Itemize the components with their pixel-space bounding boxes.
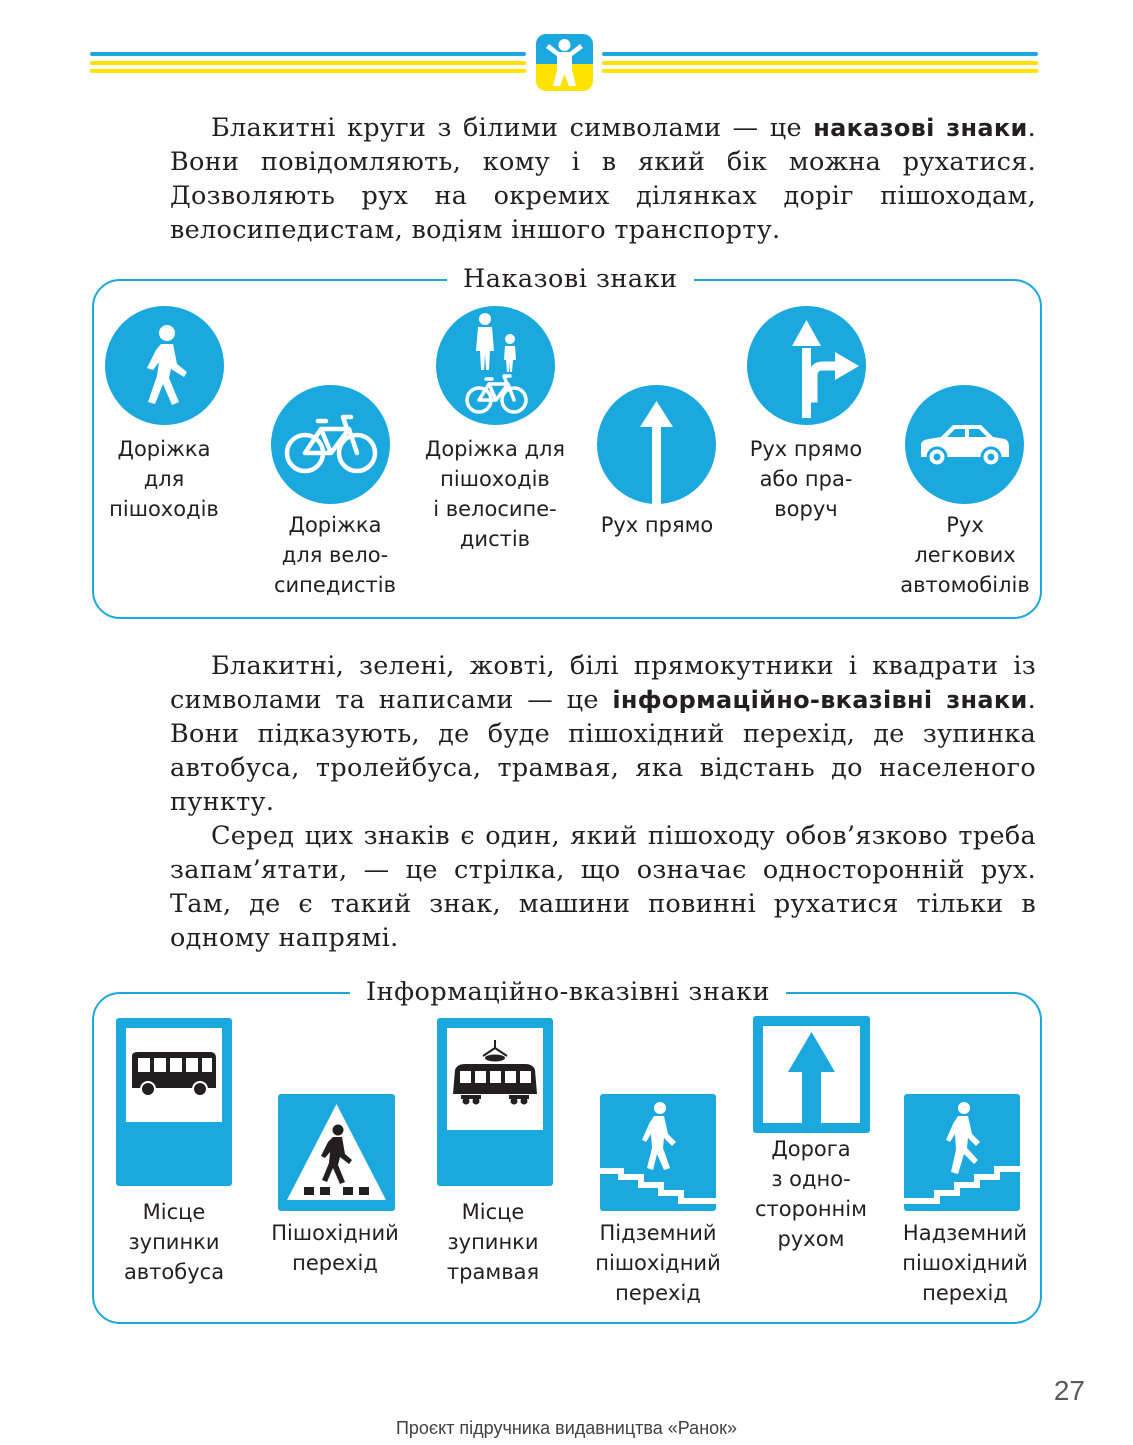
- intro-bold-term: наказові знаки: [813, 114, 1028, 142]
- bicycle-icon: [271, 385, 390, 504]
- sign-straight-only-caption: Рух прямо: [600, 513, 714, 537]
- sign-pedestrian-path: [105, 306, 224, 429]
- header-stripe-yellow-left-2: [90, 69, 526, 73]
- bus-icon: [116, 1018, 232, 1186]
- sign-bicycle-path-caption: Доріжка для вело- сипедистів: [273, 513, 396, 597]
- sign-straight-or-right-caption: Рух прямо або пра- воруч: [749, 437, 863, 521]
- sign-underground-crossing-caption: Підземний пішохідний перехід: [595, 1221, 721, 1305]
- sign-bicycle-path: [271, 385, 390, 508]
- footer-text: Проєкт підручника видавництва «Ранок»: [395, 1418, 738, 1438]
- sign-passenger-cars: [905, 385, 1024, 508]
- pedestrian-icon: [105, 306, 224, 425]
- one-way-arrow-icon: [753, 1016, 870, 1133]
- arrow-straight-or-right-icon: [747, 306, 866, 425]
- info-bold-term: інформаційно-вказівні знаки: [612, 686, 1028, 714]
- intro-text-before: Блакитні круги з білими символами — це: [211, 113, 814, 143]
- sign-bus-stop-caption: Місце зупинки автобуса: [123, 1200, 225, 1284]
- tram-icon: [437, 1018, 553, 1186]
- sign-tram-stop: [437, 1018, 553, 1190]
- underground-crossing-icon: [600, 1094, 716, 1211]
- sign-pedestrian-bicycle-path-caption: Доріжка для пішоходів і велосипе- дистів: [424, 437, 566, 551]
- sign-passenger-cars-caption: Рух легкових автомобілів: [900, 513, 1030, 597]
- sign-one-way-road: [753, 1016, 870, 1137]
- sign-overhead-crossing: [904, 1094, 1020, 1215]
- info-signs-title: Інформаційно-вказівні знаки: [350, 977, 786, 1007]
- sign-pedestrian-bicycle-path: [436, 306, 555, 429]
- page-number: 27: [1053, 1375, 1085, 1406]
- arrow-up-icon: [597, 385, 716, 504]
- sign-one-way-road-caption: Дорога з одно- стороннім рухом: [755, 1137, 867, 1251]
- car-icon: [905, 385, 1024, 504]
- info-paragraphs: [170, 649, 1036, 955]
- sign-pedestrian-crossing: [278, 1094, 395, 1215]
- sign-pedestrian-crossing-caption: Пішохідний перехід: [271, 1221, 399, 1275]
- overhead-crossing-icon: [904, 1094, 1020, 1211]
- sign-underground-crossing: [600, 1094, 716, 1215]
- info-text-after: . Вони підказують, де буде пішохідний перехід, де зупинка автобуса, тролейбуса, трамвая, яка відстань до населеного пункту.: [170, 685, 1036, 817]
- sign-bus-stop: [116, 1018, 232, 1190]
- header-stripe-yellow-right-2: [602, 69, 1038, 73]
- pedestrian-crossing-icon: [278, 1094, 395, 1211]
- sign-tram-stop-caption: Місце зупинки трамвая: [446, 1200, 540, 1284]
- sign-straight-only: [597, 385, 716, 508]
- pedestrian-and-bicycle-icon: [436, 306, 555, 425]
- oneway-paragraph: Серед цих знаків є один, який пішоходу обов’язково треба запам’ятати, — це стрілка, що означає односторонній рух. Там, де є такий знак, машини повинні рухатися тільки в одному напрямі.: [170, 821, 1036, 953]
- sign-pedestrian-path-caption: Доріжка для пішоходів: [109, 437, 219, 521]
- info-text-before: Блакитні, зелені, жовті, білі прямокутники і квадрати із символами та написами — це: [170, 651, 1036, 715]
- sign-overhead-crossing-caption: Надземний пішохідний перехід: [902, 1221, 1028, 1305]
- intro-paragraph: [170, 111, 1036, 247]
- intro-text-after: . Вони повідомляють, кому і в який бік можна рухатися. Дозволяють рух на окремих ділянках доріг пішоходам, велосипедистам, водіям іншого транспорту.: [170, 113, 1036, 245]
- header-stripe-yellow-right: [602, 61, 1038, 65]
- mandatory-signs-title: Наказові знаки: [447, 264, 694, 294]
- header-stripe-blue-right: [602, 52, 1038, 56]
- child-figure-icon: [536, 34, 593, 91]
- header-stripe-blue-left: [90, 52, 526, 56]
- sign-straight-or-right: [747, 306, 866, 429]
- header-stripe-yellow-left: [90, 61, 526, 65]
